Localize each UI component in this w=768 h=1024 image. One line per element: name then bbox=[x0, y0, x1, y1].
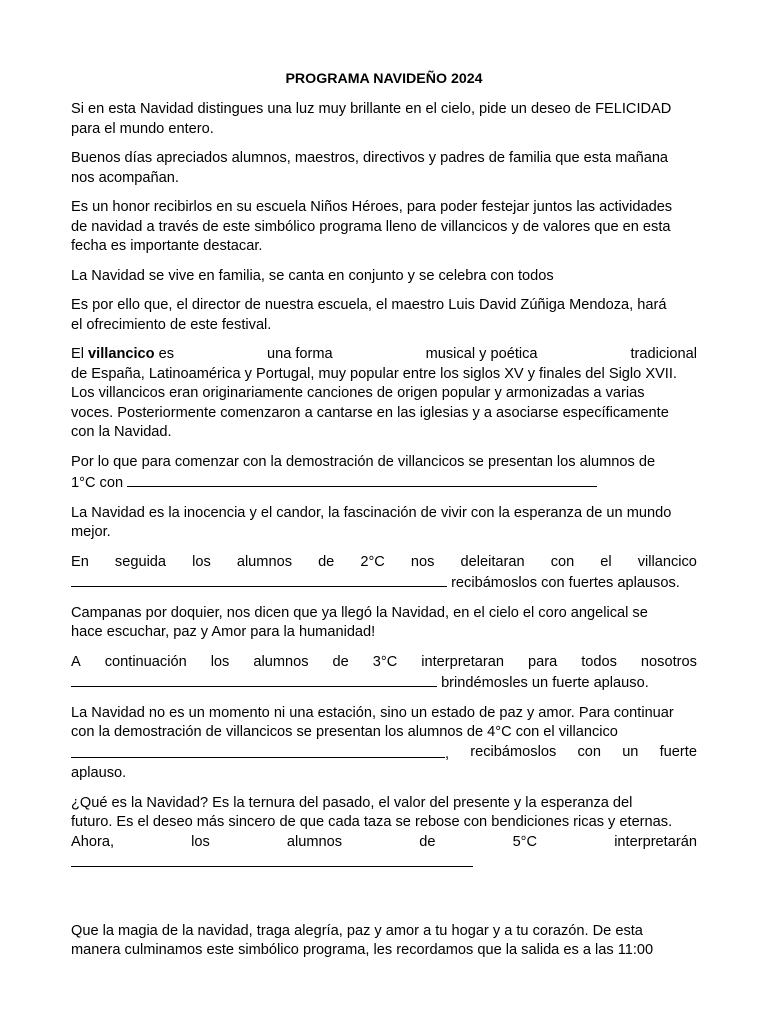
text-word: todos bbox=[581, 653, 617, 670]
text-line: La Navidad no es un momento ni una estación, sino un estado de paz y amor. Para continuar bbox=[71, 704, 674, 721]
text-line bbox=[71, 743, 697, 765]
text-line bbox=[71, 653, 697, 673]
text-word: 2°C bbox=[360, 553, 385, 570]
fill-in-blank bbox=[71, 852, 473, 867]
paragraph-greeting bbox=[71, 149, 697, 188]
text-word: , bbox=[445, 745, 450, 762]
text-line bbox=[71, 852, 697, 874]
paragraph-fourth-group bbox=[71, 704, 697, 784]
fill-in-blank bbox=[71, 572, 447, 587]
text-line: Buenos días apreciados alumnos, maestros, directivos y padres de familia que esta mañana bbox=[71, 150, 669, 166]
text-line: Es un honor recibirlos en su escuela Niños Héroes, para poder festejar juntos las actividades bbox=[71, 199, 673, 215]
text-line: mejor. bbox=[71, 524, 111, 540]
text-word: seguida bbox=[114, 553, 167, 570]
text-line: nos acompañan. bbox=[71, 169, 179, 186]
text-line: con la Navidad. bbox=[71, 424, 172, 440]
text-word: un bbox=[622, 743, 639, 760]
text-line: Que la magia de la navidad, traga alegría, paz y amor a tu hogar y a tu corazón. De esta bbox=[71, 922, 643, 939]
text-word: musical y poética bbox=[425, 346, 538, 362]
text-word: una forma bbox=[266, 346, 333, 362]
text-word: de bbox=[318, 553, 335, 570]
text-word: el bbox=[600, 553, 612, 570]
text-line: voces. Posteriormente comenzaron a cantarse en las iglesias y a asociarse específicamente bbox=[71, 404, 669, 421]
text-word: nosotros bbox=[640, 653, 697, 670]
fill-in-blank bbox=[127, 472, 597, 487]
text-word: alumnos bbox=[253, 653, 309, 670]
text-word: deleitaran bbox=[460, 553, 525, 570]
text-line: ¿Qué es la Navidad? Es la ternura del pasado, el valor del presente y la esperanza del bbox=[71, 794, 633, 811]
paragraph-first-group bbox=[71, 453, 697, 494]
text-line: La Navidad es la inocencia y el candor, la fascinación de vivir con la esperanza de un mundo bbox=[71, 504, 672, 521]
text-word: de bbox=[332, 653, 349, 670]
text-line: el ofrecimiento de este festival. bbox=[71, 316, 272, 333]
text-word: Ahora, bbox=[71, 833, 114, 850]
text-word: los bbox=[192, 553, 211, 570]
text-word: los bbox=[210, 653, 230, 670]
text-line: para el mundo entero. bbox=[71, 120, 214, 137]
text-word: El bbox=[71, 346, 84, 362]
text-word: continuación bbox=[104, 653, 187, 670]
paragraph-third-group bbox=[71, 653, 697, 694]
text-word: villancico bbox=[637, 553, 697, 570]
text-word: para bbox=[528, 653, 558, 670]
paragraph-family bbox=[71, 267, 697, 287]
text-line bbox=[71, 472, 697, 494]
paragraph-villancico bbox=[71, 345, 697, 443]
text-word: con bbox=[550, 553, 575, 570]
paragraph-closing bbox=[71, 922, 697, 961]
document-title: PROGRAMA NAVIDEÑO 2024 bbox=[285, 71, 483, 87]
bold-term: villancico bbox=[88, 346, 155, 362]
text-line: con la demostración de villancicos se presentan los alumnos de 4°C con el villancico bbox=[71, 724, 618, 740]
spacer bbox=[71, 884, 697, 922]
text-line: La Navidad se vive en familia, se canta en conjunto y se celebra con todos bbox=[71, 267, 554, 284]
text-line bbox=[71, 572, 697, 594]
paragraph-wish bbox=[71, 100, 697, 139]
text-word: 1°C con bbox=[71, 475, 124, 491]
text-line: Si en esta Navidad distingues una luz muy brillante en el cielo, pide un deseo de FELICIDAD bbox=[71, 101, 672, 117]
paragraph-fifth-group bbox=[71, 794, 697, 874]
text-word: de bbox=[419, 833, 436, 850]
text-word: alumnos bbox=[286, 833, 343, 850]
paragraph-bells bbox=[71, 604, 697, 643]
text-word: es bbox=[158, 346, 175, 362]
text-line bbox=[71, 345, 697, 365]
paragraph-innocence bbox=[71, 504, 697, 543]
text-word: con bbox=[577, 743, 601, 760]
text-word: interpretaran bbox=[421, 653, 504, 670]
fill-in-blank bbox=[71, 743, 445, 758]
text-word: 3°C bbox=[372, 653, 398, 670]
text-word: los bbox=[191, 833, 210, 850]
text-line bbox=[71, 672, 697, 694]
paragraph-welcome bbox=[71, 198, 697, 257]
text-word: En bbox=[71, 553, 89, 570]
paragraph-second-group bbox=[71, 553, 697, 594]
text-line: Por lo que para comenzar con la demostración de villancicos se presentan los alumnos de bbox=[71, 453, 656, 470]
text-word: 5°C bbox=[512, 833, 538, 850]
text-word: A bbox=[71, 653, 81, 670]
fill-in-blank bbox=[71, 672, 437, 687]
text-word: brindémosles un fuerte aplauso. bbox=[441, 675, 649, 691]
text-line: Los villancicos eran originariamente canciones de origen popular y armonizadas a varias bbox=[71, 385, 645, 401]
text-line: hace escuchar, paz y Amor para la humanidad! bbox=[71, 624, 376, 640]
text-line: futuro. Es el deseo más sincero de que cada taza se rebose con bendiciones ricas y eternas. bbox=[71, 814, 673, 830]
text-line bbox=[71, 553, 697, 573]
text-word: recibámoslos con fuertes aplausos. bbox=[451, 575, 680, 591]
text-word: interpretarán bbox=[614, 833, 697, 850]
text-line: de navidad a través de este simbólico programa lleno de villancicos y de valores que en esta bbox=[71, 218, 671, 235]
text-line: aplauso. bbox=[71, 765, 127, 781]
text-line bbox=[71, 833, 697, 853]
text-line: Es por ello que, el director de nuestra escuela, el maestro Luis David Zúñiga Mendoza, hará bbox=[71, 297, 667, 313]
text-word: nos bbox=[410, 553, 435, 570]
text-line: de España, Latinoamérica y Portugal, muy popular entre los siglos XV y finales del Siglo XVII. bbox=[71, 365, 677, 382]
document-page bbox=[71, 70, 697, 971]
text-word: fuerte bbox=[659, 743, 697, 760]
text-line: manera culminamos este simbólico programa, les recordamos que la salida es a las 11:00 bbox=[71, 942, 654, 958]
text-word: tradicional bbox=[630, 346, 697, 362]
text-word: recibámoslos bbox=[470, 743, 557, 760]
text-word: alumnos bbox=[236, 553, 292, 570]
text-line: fecha es importante destacar. bbox=[71, 238, 263, 254]
paragraph-director bbox=[71, 296, 697, 335]
text-line: Campanas por doquier, nos dicen que ya llegó la Navidad, en el cielo el coro angelical se bbox=[71, 604, 648, 621]
